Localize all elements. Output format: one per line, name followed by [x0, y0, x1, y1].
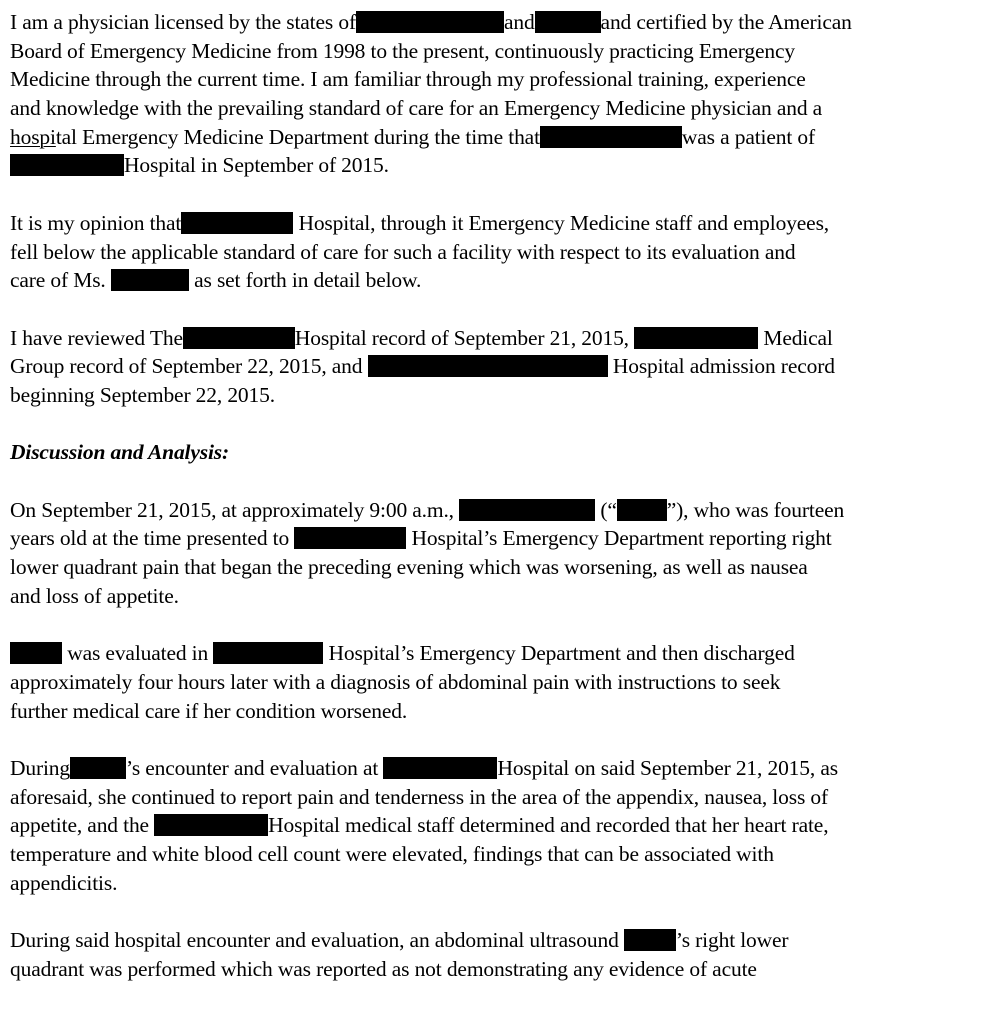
redaction-box — [154, 814, 268, 836]
document-body — [10, 8, 988, 1012]
text-line: further medical care if her condition worsened. — [10, 698, 408, 723]
text-span: ’s right lower — [675, 928, 789, 953]
redaction-box — [540, 126, 682, 148]
text-span: Hospital on said September 21, 2015, as — [497, 755, 838, 780]
paragraph-records-reviewed — [10, 324, 988, 410]
text-span: ’s encounter and evaluation at — [126, 755, 384, 780]
text-span: was a patient of — [681, 124, 816, 149]
text-span: Hospital record of September 21, 2015, — [294, 325, 635, 350]
text-line — [10, 926, 988, 955]
paragraph-opinion — [10, 209, 988, 295]
text-line: and loss of appetite. — [10, 583, 179, 608]
redaction-box — [10, 154, 124, 176]
text-span: During said hospital encounter and evaluation, an abdominal ultrasound — [10, 928, 624, 953]
redaction-box — [181, 212, 293, 234]
redaction-box — [10, 642, 62, 664]
paragraph-discharge — [10, 639, 988, 725]
text-span: tal Emergency Medicine Department during the time that — [55, 124, 540, 149]
text-span: Hospital admission record — [607, 354, 835, 379]
text-span: was evaluated in — [62, 641, 214, 666]
redaction-box — [383, 757, 497, 779]
text-line: aforesaid, she continued to report pain and tenderness in the area of the appendix, nausea, loss of — [10, 784, 828, 809]
text-span: as set forth in detail below. — [188, 268, 422, 293]
redaction-box — [213, 642, 323, 664]
text-line: appendicitis. — [10, 870, 118, 895]
text-span: Medical — [758, 325, 833, 350]
text-line — [10, 754, 988, 783]
text-span: I have reviewed The — [10, 325, 183, 350]
text-line: Medicine through the current time. I am familiar through my professional training, experience — [10, 67, 806, 92]
text-line: Board of Emergency Medicine from 1998 to the present, continuously practicing Emergency — [10, 38, 796, 63]
text-span: Hospital’s Emergency Department and then discharged — [323, 641, 795, 666]
text-span: Group record of September 22, 2015, and — [10, 354, 368, 379]
paragraph-encounter — [10, 754, 988, 897]
redaction-box — [70, 757, 126, 779]
text-span: (“ — [595, 497, 617, 522]
redaction-box — [624, 929, 676, 951]
redaction-box — [368, 355, 608, 377]
text-line — [10, 123, 988, 152]
text-span: care of Ms. — [10, 268, 111, 293]
text-span: and — [503, 10, 535, 34]
text-line: lower quadrant pain that began the preceding evening which was worsening, as well as nausea — [10, 555, 808, 580]
text-span: It is my opinion that — [10, 210, 182, 235]
redaction-box — [356, 11, 504, 33]
text-line — [10, 352, 988, 381]
text-span: On September 21, 2015, at approximately 9:00 a.m., — [10, 497, 460, 522]
redaction-box — [617, 499, 667, 521]
text-line: quadrant was performed which was reported as not demonstrating any evidence of acute — [10, 956, 757, 981]
text-line: approximately four hours later with a diagnosis of abdominal pain with instructions to seek — [10, 669, 781, 694]
section-heading: Discussion and Analysis: — [10, 440, 230, 465]
text-span: Hospital in September of 2015. — [124, 153, 389, 178]
redaction-box — [634, 327, 758, 349]
text-line — [10, 811, 988, 840]
paragraph-credentials — [10, 8, 988, 180]
underlined-text: hospi — [10, 124, 56, 149]
text-span: ”), who was fourteen — [666, 497, 845, 522]
text-line — [10, 639, 988, 668]
text-line: temperature and white blood cell count were elevated, findings that can be associated with — [10, 841, 774, 866]
text-line — [10, 209, 988, 238]
text-line: fell below the applicable standard of care for such a facility with respect to its evaluation and — [10, 239, 796, 264]
text-span: Hospital’s Emergency Department reporting right — [406, 526, 832, 551]
text-line: and knowledge with the prevailing standard of care for an Emergency Medicine physician and a — [10, 96, 823, 121]
text-line — [10, 266, 988, 295]
text-line — [10, 524, 988, 553]
text-line: beginning September 22, 2015. — [10, 382, 275, 407]
redaction-box — [535, 11, 601, 33]
text-span: appetite, and the — [10, 813, 155, 838]
text-line — [10, 496, 988, 525]
text-span: During — [10, 755, 71, 780]
text-span: years old at the time presented to — [10, 526, 295, 551]
text-span: I am a physician licensed by the states of — [10, 10, 356, 34]
redaction-box — [294, 527, 406, 549]
text-line — [10, 8, 988, 37]
text-span: Hospital, through it Emergency Medicine staff and employees, — [293, 210, 830, 235]
paragraph-ultrasound — [10, 926, 988, 983]
paragraph-presentation — [10, 496, 988, 611]
text-span: Hospital medical staff determined and recorded that her heart rate, — [268, 813, 829, 838]
redaction-box — [183, 327, 295, 349]
text-span: and certified by the American — [600, 10, 852, 34]
text-line — [10, 151, 988, 180]
text-line — [10, 324, 988, 353]
redaction-box — [111, 269, 189, 291]
redaction-box — [459, 499, 595, 521]
